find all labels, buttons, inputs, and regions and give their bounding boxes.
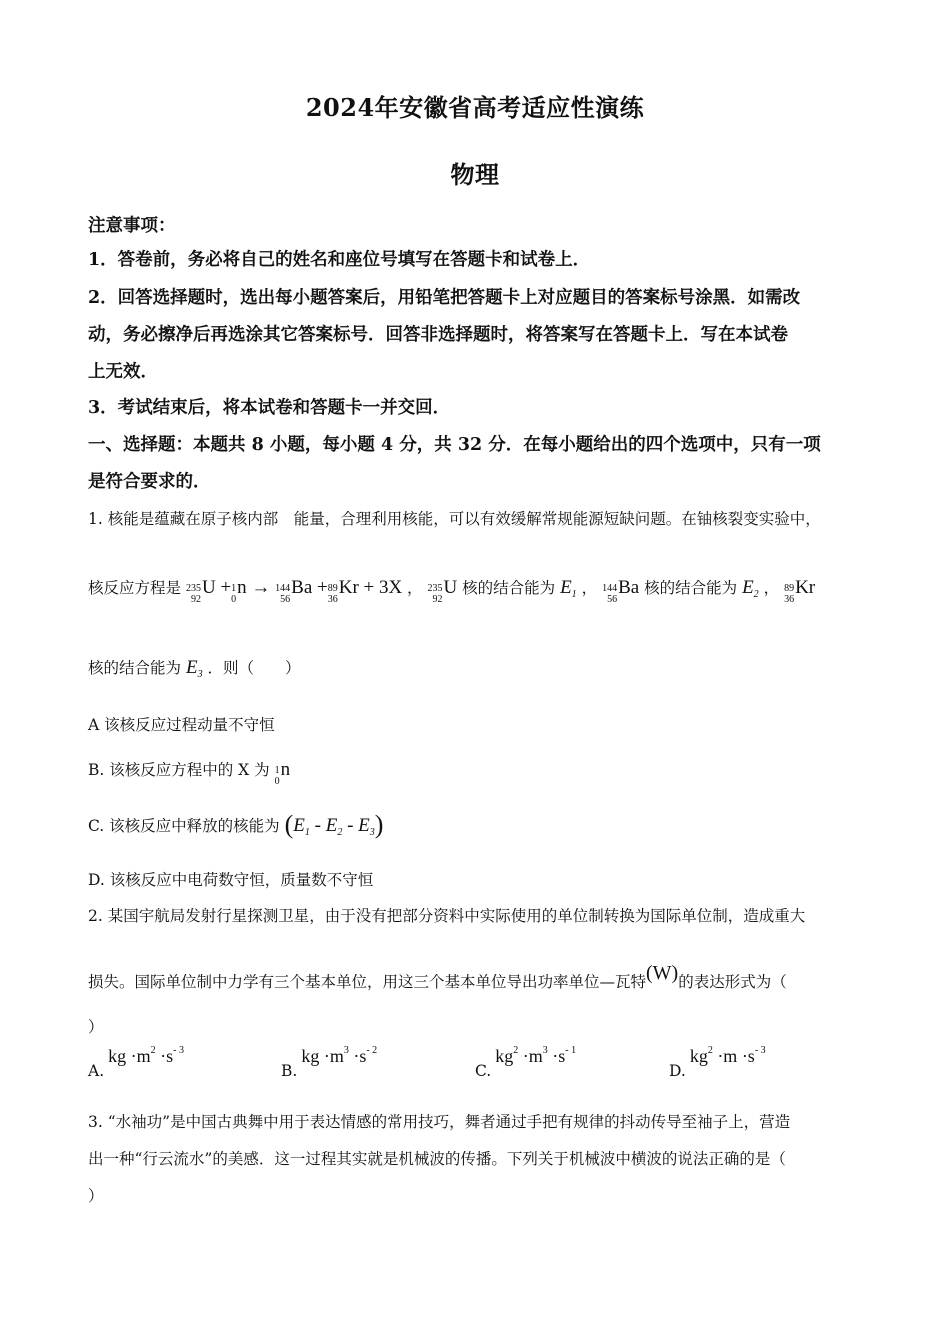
comma: ， [581,579,598,597]
unit-expression: kg $\cdot m^3 \cdot s^{- 2}$ [301,1045,378,1066]
q2-option-a[interactable] [88,1045,184,1080]
q3-stem-line-1: 3. “水袖功”是中国古典舞中用于表达情感的常用技巧，舞者通过手把有规律的抖动传导至袖子上，营造 [88,1113,791,1131]
notice-item-2-line-2: 动，务必擦净后再选涂其它答案标号．回答非选择题时，将答案写在答题卡上．写在本试卷 [88,325,788,345]
unit-expression: $kg^2 \cdot m \cdot s^{- 3}$ [689,1045,766,1066]
comma: ， [763,579,780,597]
section-1-line-1: 一、选择题：本题共 8 小题，每小题 4 分，共 32 分．在每小题给出的四个选项中，只有一项 [88,435,821,455]
comma: ， [406,579,423,597]
q1-option-a[interactable]: A 该核反应过程动量不守恒 [88,716,275,734]
nuclear-equation [185,577,407,605]
unit-expression: kg $\cdot m^2 \cdot s^{- 3}$ [108,1045,184,1066]
section-1-line-2: 是符合要求的． [88,472,211,492]
q1-question-mark: ．则（ ） [207,659,301,677]
notice-item-3: 3．考试结束后，将本试卷和答题卡一并交回． [88,398,451,418]
isotope-neutron: 1 0 n [231,577,247,605]
plus-sign: + [220,577,232,598]
energy-e3: $E_3$ [185,657,203,680]
notice-heading: 注意事项： [88,216,176,236]
binding-energy-label-kr: 核的结合能为 [88,659,182,677]
isotope-ba144: 144 56 Ba [275,577,313,605]
notice-item-2-line-1: 2．回答选择题时，选出每小题答案后，用铅笔把答题卡上对应题目的答案标号涂黑．如需改 [88,288,801,308]
q2-stem-suffix: 的表达形式为（ [678,973,787,991]
reaction-arrow: → [251,577,271,598]
option-letter: A. [88,1062,105,1080]
q1-equation-prefix: 核反应方程是 [88,579,182,597]
subject-title: 物理 [450,160,500,189]
energy-e2: $E_2$ [742,577,759,600]
released-energy-expression: $(E_1 - E_2 - E_3)$ [284,810,384,839]
watt-unit: (W) [646,962,679,984]
q2-option-d[interactable] [669,1045,766,1080]
q2-stem-text: 损失。国际单位制中力学有三个基本单位，用这三个基本单位导出功率单位—瓦特 [88,973,647,991]
isotope-u235-label: 235 92 U [427,577,458,605]
isotope-neutron-option: 1 0 n [274,759,291,787]
energy-e1: $E_1$ [560,577,577,600]
isotope-ba144-label: 144 56 Ba [602,577,640,605]
option-b-text: B. 该核反应方程中的 X 为 [88,761,270,779]
q1-option-b[interactable] [88,758,868,787]
isotope-kr89: 89 36 Kr [327,577,359,605]
isotope-u235: 235 92 U [185,577,216,605]
q2-option-b[interactable] [281,1045,377,1080]
q2-stem-line-3: ） [88,1018,104,1036]
notice-item-2-line-3: 上无效． [88,362,158,382]
q3-stem-line-2: 出一种“行云流水”的美感．这一过程其实就是机械波的传播。下列关于机械波中横波的说法正确的是（ [88,1150,786,1168]
unit-expression: $kg^2 \cdot m^3 \cdot s^{- 1}$ [495,1045,577,1066]
notice-item-1: 1．答卷前，务必将自己的姓名和座位号填写在答题卡和试卷上． [88,250,591,270]
option-letter: B. [281,1062,298,1080]
q1-stem-line-1: 1. 核能是蕴藏在原子核内部 能量，合理利用核能，可以有效缓解常规能源短缺问题。在铀核裂变实验中， [88,510,821,528]
q1-stem-line-3 [88,656,868,680]
q2-stem-line-2 [88,962,868,992]
binding-energy-label-u: 核的结合能为 [462,579,556,597]
option-letter: D. [669,1062,686,1080]
binding-energy-label-ba: 核的结合能为 [644,579,738,597]
isotope-kr89-label: 89 36 Kr [784,577,816,605]
q2-stem-line-1: 2. 某国宇航局发射行星探测卫星，由于没有把部分资料中实际使用的单位制转换为国际单位制，造成重大 [88,907,806,925]
option-c-text: C. 该核反应中释放的核能为 [88,817,280,835]
option-letter: C. [475,1062,492,1080]
plus-sign: + [317,577,328,598]
exam-title: 2024年安徽省高考适应性演练 [305,93,645,122]
q2-option-c[interactable] [475,1045,576,1080]
q1-stem-line-2 [88,576,868,605]
q1-option-d[interactable]: D. 该核反应中电荷数守恒，质量数不守恒 [88,871,374,889]
q3-stem-line-3: ） [88,1187,104,1205]
q1-option-c[interactable] [88,810,868,840]
equation-tail: + 3X [363,577,403,598]
